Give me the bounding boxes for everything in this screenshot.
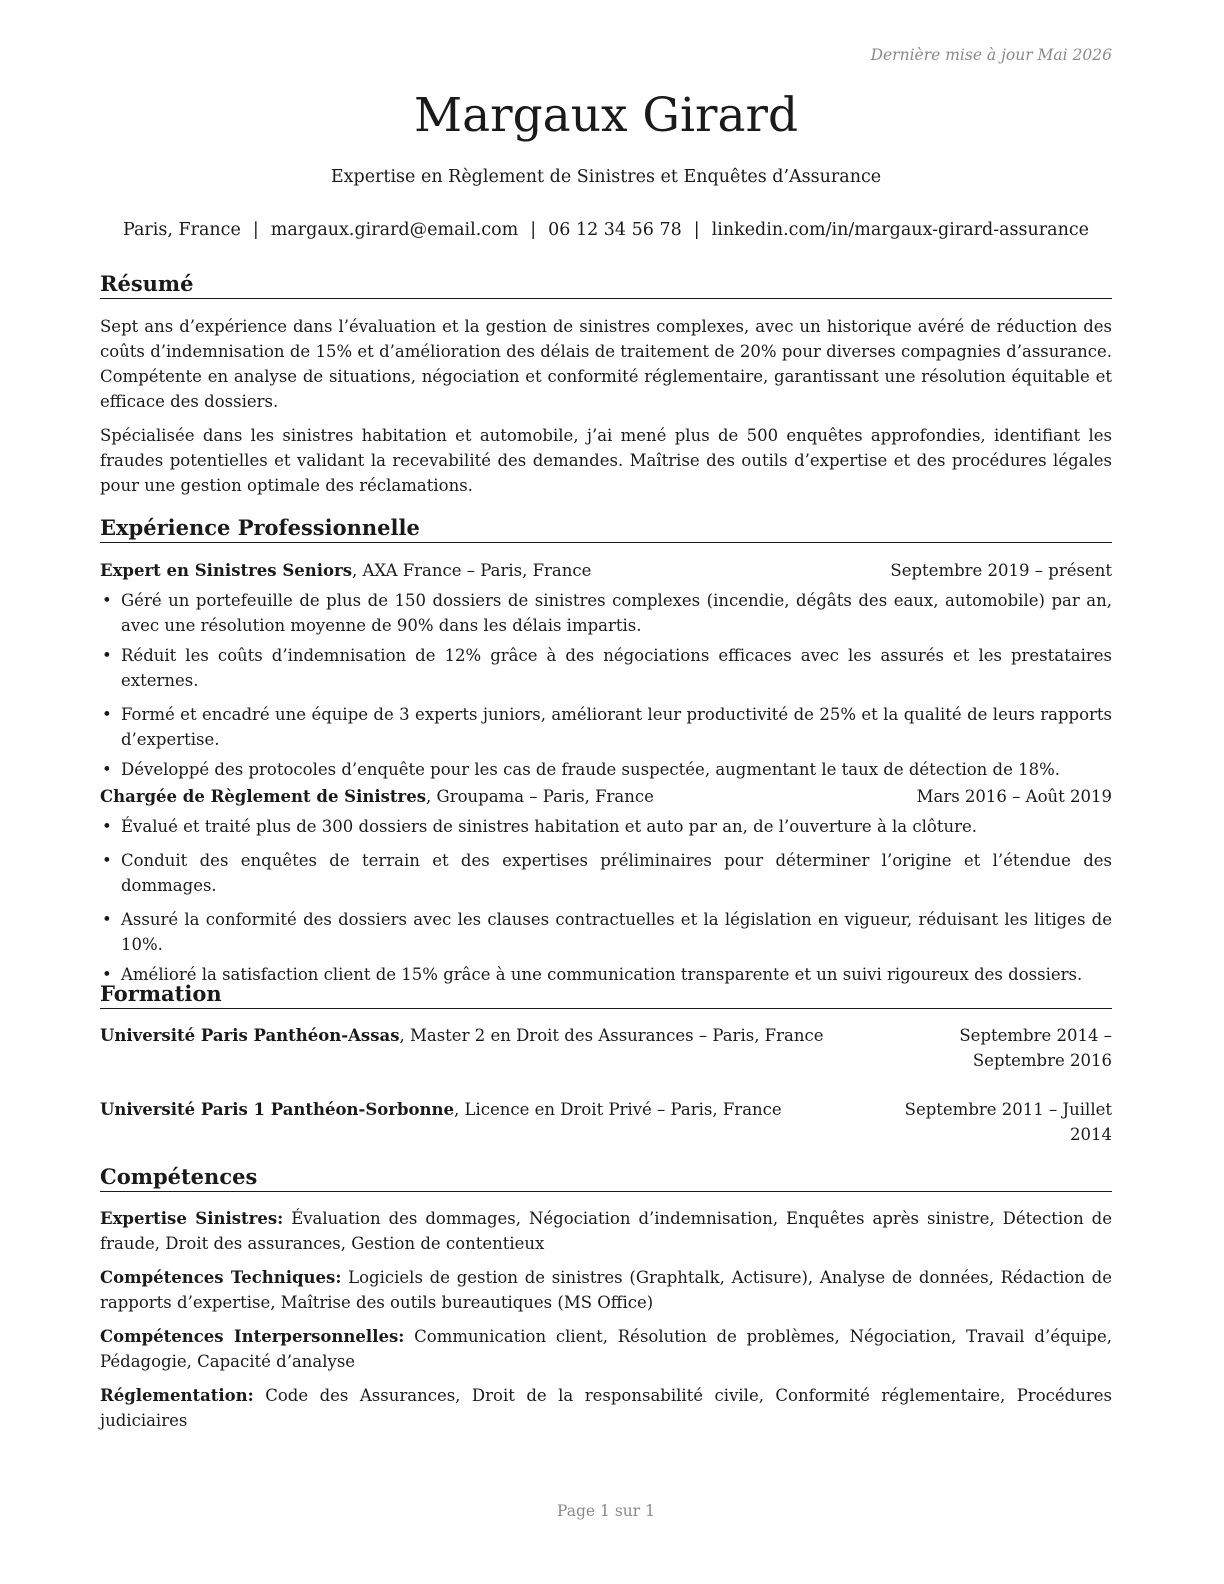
school-name: Université Paris Panthéon-Assas (100, 1026, 400, 1045)
skill-line (100, 1383, 1112, 1433)
education-dates: Septembre 2011 – Juillet 2014 (904, 1100, 1112, 1144)
contact-separator: | (252, 220, 259, 240)
headline: Expertise en Règlement de Sinistres et Enquêtes d’Assurance (330, 167, 882, 187)
job-bullets (100, 814, 1112, 987)
skill-label: Compétences Interpersonnelles: (100, 1327, 405, 1346)
contact-email[interactable]: margaux.girard@email.com (270, 220, 519, 240)
last-updated: Dernière mise à jour Mai 2026 (870, 46, 1112, 64)
job-dates: Septembre 2019 – présent (890, 561, 1112, 580)
job-role: Chargée de Règlement de Sinistres (100, 787, 427, 806)
skill-text: Évaluation des dommages, Négociation d’indemnisation, Enquêtes après sinistre, Détection de fraude, Droit des assurances, Gestion de contentieux (100, 1209, 1112, 1253)
bullet-item: • Assuré la conformité des dossiers avec les clauses contractuelles et la législation en vigueur, réduisant les litiges de 10%. (100, 907, 1112, 957)
candidate-name: Margaux Girard (413, 88, 799, 143)
school-name: Université Paris 1 Panthéon-Sorbonne (100, 1100, 454, 1119)
section-title-summary: Résumé (100, 270, 1112, 299)
page-number: Page 1 sur 1 (557, 1502, 655, 1520)
resume-page (100, 0, 1112, 1584)
skill-label: Expertise Sinistres: (100, 1209, 284, 1228)
skill-label: Compétences Techniques: (100, 1268, 342, 1287)
education-dates: Septembre 2014 – Septembre 2016 (959, 1026, 1112, 1070)
contact-location: Paris, France (122, 220, 241, 240)
skill-text: Code des Assurances, Droit de la responsabilité civile, Conformité réglementaire, Procédures judiciaires (100, 1386, 1112, 1430)
job-dates: Mars 2016 – Août 2019 (916, 787, 1112, 806)
job-bullets (100, 588, 1112, 782)
bullet-item: • Réduit les coûts d’indemnisation de 12% grâce à des négociations efficaces avec les assurés et les prestataires externes. (100, 643, 1112, 693)
section-title-skills: Compétences (100, 1163, 1112, 1192)
contact-separator: | (530, 220, 537, 240)
bullet-item: • Formé et encadré une équipe de 3 experts juniors, améliorant leur productivité de 25% et la qualité de leurs rapports d’expertise. (100, 702, 1112, 752)
section-title-education: Formation (100, 980, 1112, 1009)
contact-linkedin[interactable]: linkedin.com/in/margaux-girard-assurance (711, 220, 1090, 240)
skill-label: Réglementation: (100, 1386, 254, 1405)
job-company: , AXA France – Paris, France (352, 561, 592, 580)
skill-line (100, 1206, 1112, 1256)
skill-text: Logiciels de gestion de sinistres (Graphtalk, Actisure), Analyse de données, Rédaction de rapports d’expertise, Maîtrise des outils bureautiques (MS Office) (100, 1268, 1112, 1312)
degree-detail: , Master 2 en Droit des Assurances – Paris, France (399, 1026, 824, 1045)
skill-text: Communication client, Résolution de problèmes, Négociation, Travail d’équipe, Pédagogie, Capacité d’analyse (100, 1327, 1112, 1371)
contact-separator: | (693, 220, 700, 240)
contact-line (100, 220, 1112, 240)
bullet-item: • Géré un portefeuille de plus de 150 dossiers de sinistres complexes (incendie, dégâts des eaux, automobile) par an, avec une résolution moyenne de 90% dans les délais impartis. (100, 588, 1112, 638)
section-title-experience: Expérience Professionnelle (100, 514, 1112, 543)
bullet-item: • Amélioré la satisfaction client de 15% grâce à une communication transparente et un suivi rigoureux des dossiers. (100, 962, 1112, 987)
job-role: Expert en Sinistres Seniors (100, 561, 352, 580)
skill-line (100, 1265, 1112, 1315)
summary-paragraph: Sept ans d’expérience dans l’évaluation et la gestion de sinistres complexes, avec un historique avéré de réduction des coûts d’indemnisation de 15% et d’amélioration des délais de traitement de 20% pour diverses compagnies d’assurance. Compétente en analyse de situations, négociation et conformité réglementaire, garantissant une résolution équitable et efficace des dossiers. (100, 317, 1112, 411)
bullet-item: • Évalué et traité plus de 300 dossiers de sinistres habitation et auto par an, de l’ouverture à la clôture. (100, 814, 1112, 839)
job-company: , Groupama – Paris, France (426, 787, 654, 806)
summary-paragraph: Spécialisée dans les sinistres habitation et automobile, j’ai mené plus de 500 enquêtes approfondies, identifiant les fraudes potentielles et validant la recevabilité des demandes. Maîtrise des outils d’expertise et des procédures légales pour une gestion optimale des réclamations. (100, 426, 1112, 495)
skill-line (100, 1324, 1112, 1374)
contact-phone[interactable]: 06 12 34 56 78 (548, 220, 682, 240)
degree-detail: , Licence en Droit Privé – Paris, France (454, 1100, 782, 1119)
bullet-item: • Développé des protocoles d’enquête pour les cas de fraude suspectée, augmentant le taux de détection de 18%. (100, 757, 1112, 782)
bullet-item: • Conduit des enquêtes de terrain et des expertises préliminaires pour déterminer l’origine et l’étendue des dommages. (100, 848, 1112, 898)
